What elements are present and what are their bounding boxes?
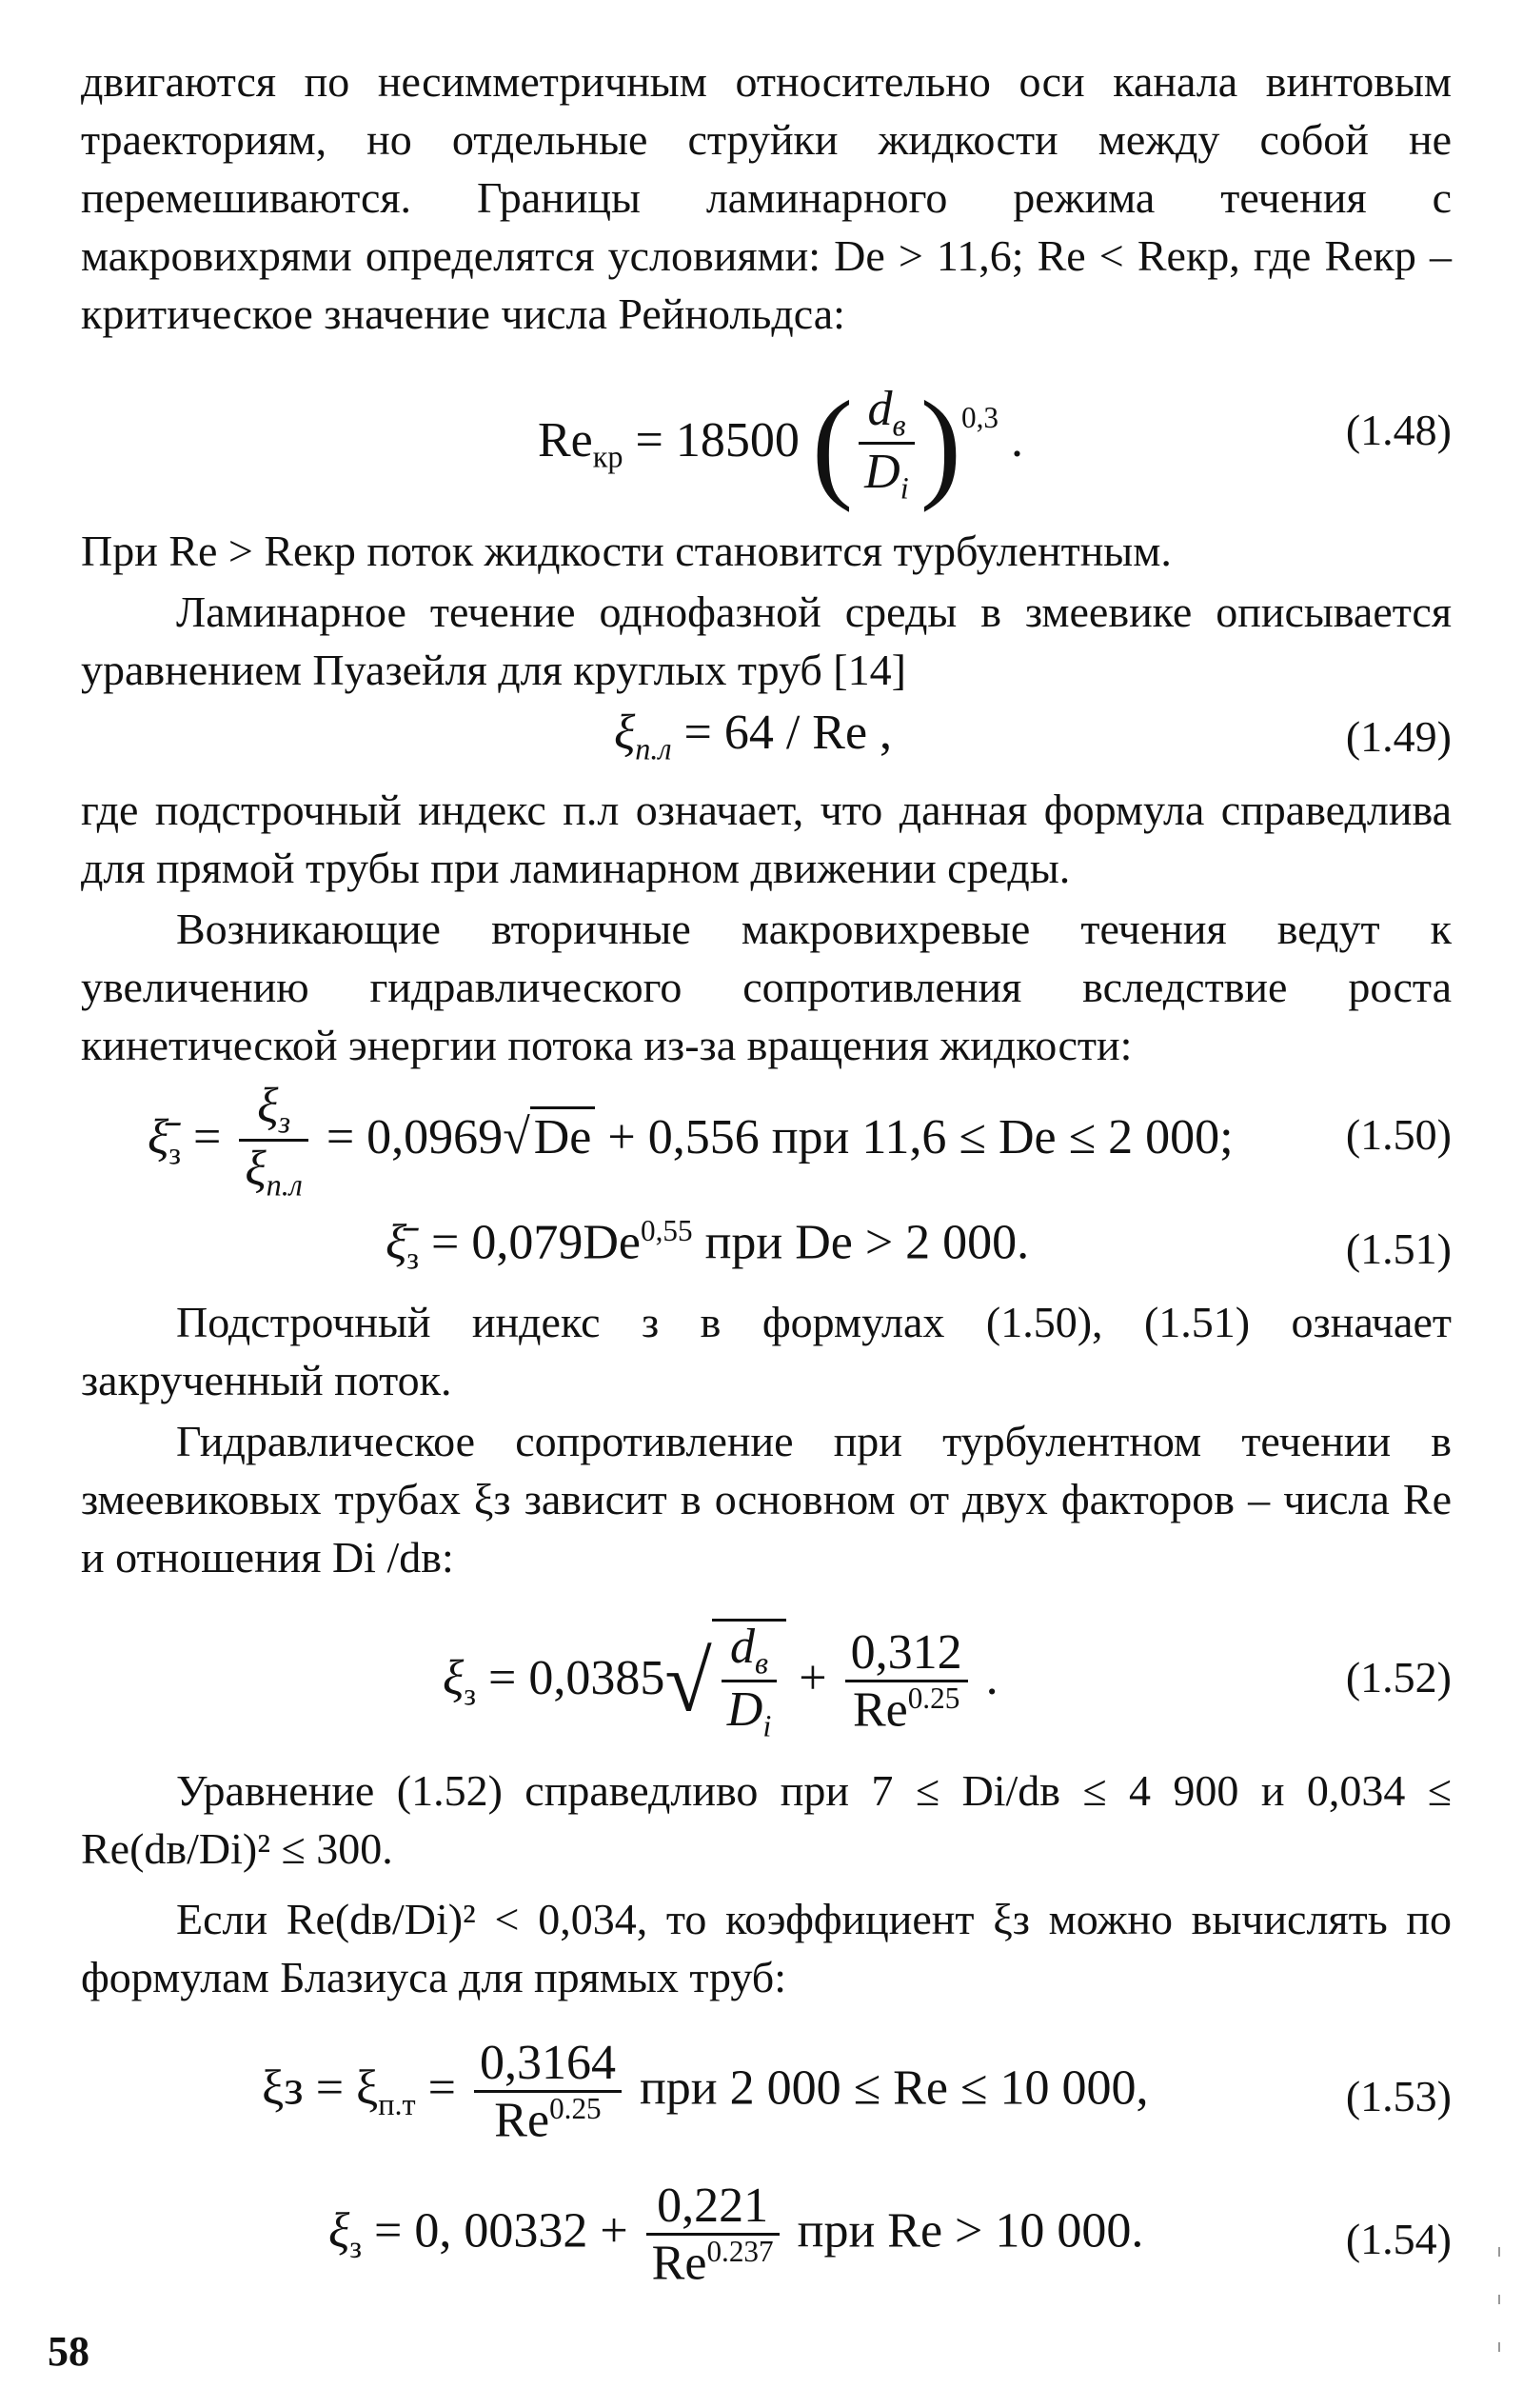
equation-1-54: $\xi_з = 0$, 00332 + $\frac{0,221}{Re^{0.237}}$ при Re > 10 000. (1.54)	[328, 2179, 1452, 2290]
paragraph-2: При Re > Reкр поток жидкости становится турбулентным.	[81, 527, 1172, 575]
equation-number: (1.54)	[1345, 2215, 1452, 2263]
scan-mark	[1498, 2295, 1500, 2304]
equation-number: (1.49)	[1345, 712, 1452, 761]
paragraph-9: Если Re(dв/Di)² < 0,034, то коэффициент ξз можно вычислять по формулам Блазиуса для прямых труб:	[81, 1895, 1452, 2001]
equation-number: (1.52)	[1345, 1653, 1452, 1702]
equation-1-49: $\xi_{п.л} = 64 / Re$ , (1.49)	[614, 706, 1452, 766]
equation-1-50: $\xī_з$ = $\frac{\xi_з}{\xi_{п.л}}$ = 0,0969√De + 0,556 при 11,6 ≤ De ≤ 2 000; (1.50)	[148, 1079, 1452, 1203]
paragraph-6: Подстрочный индекс з в формулах (1.50), (1.51) означает закрученный поток.	[81, 1298, 1452, 1404]
paragraph-4: где подстрочный индекс п.л означает, что данная формула справедлива для прямой трубы при ламинарном движении среды.	[81, 786, 1452, 892]
equation-number: (1.48)	[1345, 406, 1452, 454]
scan-mark	[1498, 2247, 1500, 2257]
paragraph-5: Возникающие вторичные макровихревые течения ведут к увеличению гидравлического сопротивления вследствие роста кинетической энергии потока из-за вращения жидкости:	[81, 905, 1452, 1069]
equation-1-53: $\xi з = \xi_{п.т}$ = $\frac{0,3164}{Re^{0.25}}$ при 2 000 ≤ Re ≤ 10 000, (1.53)	[262, 2036, 1452, 2147]
equation-1-48: $Re_{кр} = 18500$ ( $\frac{d_в}{D_i}$ )$^{0,3}$ . (1.48)	[538, 376, 1452, 514]
scan-mark	[1498, 2342, 1500, 2352]
paragraph-1: двигаются по несимметричным относительно оси канала винтовым траекториям, но отдельные струйки жидкости между собой не перемешиваются. Границы ламинарного режима течения с макровихрями определятся условиями: De > 11,6; Re < Reкр, где Reкр – критическое значение числа Рейнольдса:	[81, 57, 1452, 338]
equation-number: (1.50)	[1345, 1110, 1452, 1159]
paragraph-7: Гидравлическое сопротивление при турбулентном течении в змеевиковых трубах ξз зависит в основном от двух факторов – числа Re и отношения Di /dв:	[81, 1417, 1452, 1582]
page-number: 58	[48, 2328, 89, 2375]
equation-number: (1.51)	[1345, 1224, 1452, 1273]
equation-number: (1.53)	[1345, 2072, 1452, 2120]
equation-1-51: $\xī_з = 0,079De^{0,55}$ при De > 2 000. (1.51)	[386, 1214, 1452, 1276]
paragraph-3: Ламинарное течение однофазной среды в змеевике описывается уравнением Пуазейля для круглых труб [14]	[81, 587, 1452, 694]
equation-1-52: $\xi_з = 0,0385√$ $\frac{d_в}{D_i}$ + $\frac{0,312}{Re^{0.25}}$ . (1.52)	[443, 1620, 1452, 1743]
paragraph-8: Уравнение (1.52) справедливо при 7 ≤ Di/dв ≤ 4 900 и 0,034 ≤ Re(dв/Di)² ≤ 300.	[81, 1766, 1452, 1873]
